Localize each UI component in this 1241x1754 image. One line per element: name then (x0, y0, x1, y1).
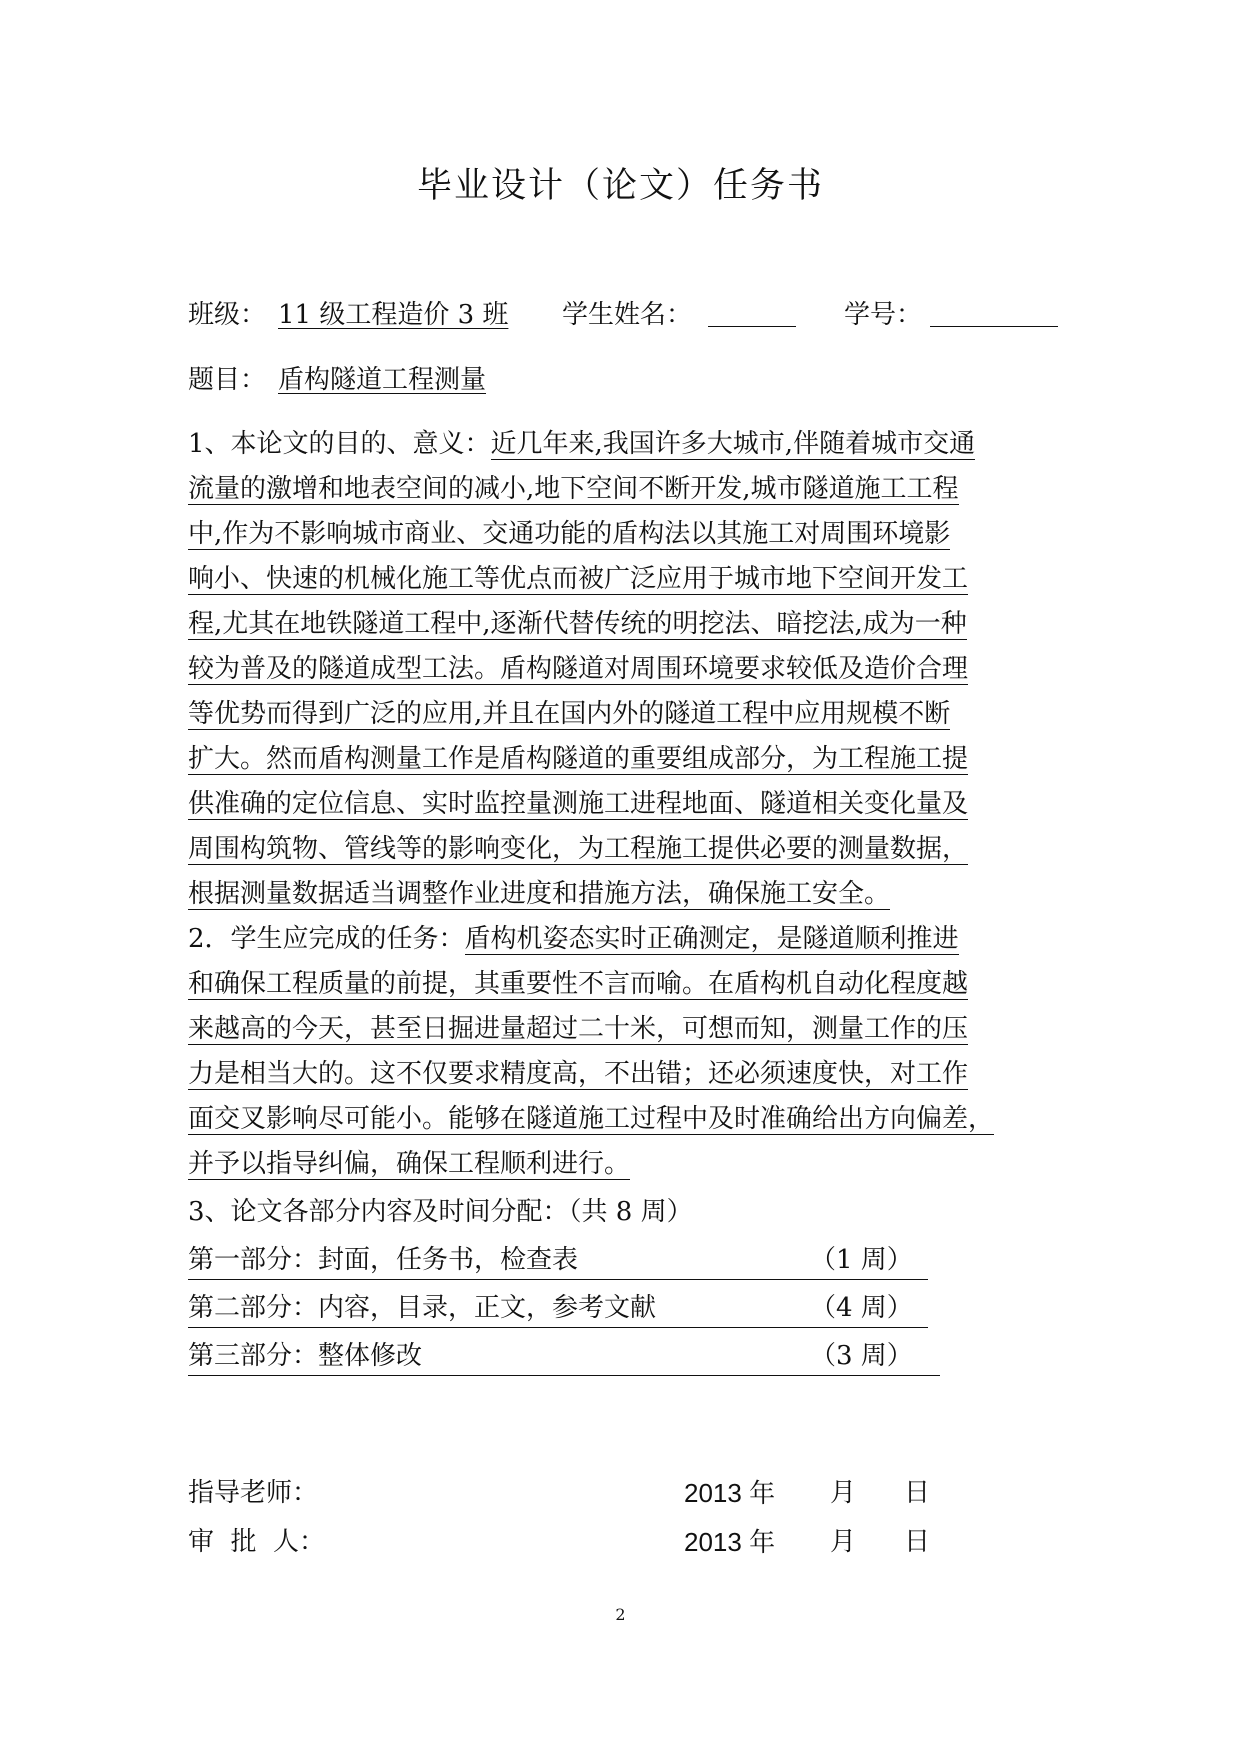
section-schedule-label: 3、论文各部分内容及时间分配：（共 8 周） (188, 1197, 693, 1227)
section-tasks-line: 来越高的今天，甚至日掘进量超过二十米，可想而知，测量工作的压 (188, 1014, 969, 1044)
section-purpose-line: 等优势而得到广泛的应用,并且在国内外的隧道工程中应用规模不断 (188, 699, 951, 729)
student-name-label: 学生姓名： (562, 300, 693, 330)
section-purpose-line: 周围构筑物、管线等的影响变化，为工程施工提供必要的测量数据， (188, 834, 969, 864)
section-purpose-line: 供准确的定位信息、实时监控量测施工进程地面、隧道相关变化量及 (188, 789, 969, 819)
section-tasks-line: 面交叉影响尽可能小。能够在隧道施工过程中及时准确给出方向偏差， (188, 1104, 995, 1134)
approver-day: 日 (904, 1527, 931, 1557)
section-tasks-line: 力是相当大的。这不仅要求精度高，不出错；还必须速度快，对工作 (188, 1059, 969, 1089)
topic-label: 题目： (188, 365, 267, 395)
schedule-part-name: 第二部分：内容，目录，正文，参考文献 (188, 1293, 657, 1323)
approver-label: 审 批 人： (188, 1527, 326, 1557)
section-tasks-label: 2．学生应完成的任务： (188, 924, 465, 954)
page-number: 2 (615, 1605, 626, 1624)
class-label: 班级： (188, 300, 267, 330)
schedule-part-3 (188, 1341, 940, 1376)
schedule-part-name: 第一部分：封面，任务书，检查表 (188, 1245, 579, 1275)
section-purpose-line: 近几年来,我国许多大城市,伴随着城市交通 (490, 429, 976, 459)
section-purpose-line: 响小、快速的机械化施工等优点而被广泛应用于城市地下空间开发工 (188, 564, 969, 594)
class-value: 11 级工程造价 3 班 (278, 300, 509, 330)
document-title: 毕业设计（论文）任务书 (416, 166, 824, 206)
section-purpose-line: 流量的激增和地表空间的减小,地下空间不断开发,城市隧道施工工程 (188, 474, 959, 504)
schedule-part-weeks: （1 周） (810, 1245, 913, 1275)
schedule-part-weeks: （3 周） (810, 1341, 913, 1371)
schedule-part-name: 第三部分：整体修改 (188, 1341, 423, 1371)
approver-month: 月 (830, 1527, 857, 1557)
advisor-label: 指导老师： (188, 1478, 319, 1508)
section-purpose-line: 根据测量数据适当调整作业进度和措施方法，确保施工安全。 (188, 879, 891, 909)
schedule-part-1 (188, 1245, 928, 1280)
advisor-day: 日 (904, 1478, 931, 1508)
schedule-part-2 (188, 1293, 928, 1328)
section-tasks-line: 盾构机姿态实时正确测定，是隧道顺利推进 (464, 924, 959, 954)
section-purpose-line: 程,尤其在地铁隧道工程中,逐渐代替传统的明挖法、暗挖法,成为一种 (188, 609, 967, 639)
schedule-part-weeks: （4 周） (810, 1293, 913, 1323)
section-purpose-line: 较为普及的隧道成型工法。盾构隧道对周围环境要求较低及造价合理 (188, 654, 969, 684)
approver-year: 2013 年 (684, 1527, 776, 1557)
advisor-year: 2013 年 (684, 1478, 776, 1508)
section-purpose-line: 扩大。然而盾构测量工作是盾构隧道的重要组成部分，为工程施工提 (188, 744, 969, 774)
section-tasks-line: 并予以指导纠偏，确保工程顺利进行。 (188, 1149, 631, 1179)
section-purpose-line: 中,作为不影响城市商业、交通功能的盾构法以其施工对周围环境影 (188, 519, 951, 549)
student-number-blank (930, 300, 1058, 327)
section-tasks-line: 和确保工程质量的前提，其重要性不言而喻。在盾构机自动化程度越 (188, 969, 969, 999)
topic-value: 盾构隧道工程测量 (278, 365, 487, 395)
section-purpose-label: 1、本论文的目的、意义： (188, 429, 491, 459)
student-number-label: 学号： (844, 300, 923, 330)
section-purpose (188, 422, 1068, 917)
advisor-month: 月 (830, 1478, 857, 1508)
student-name-blank (708, 300, 796, 327)
section-tasks (188, 917, 1068, 1187)
